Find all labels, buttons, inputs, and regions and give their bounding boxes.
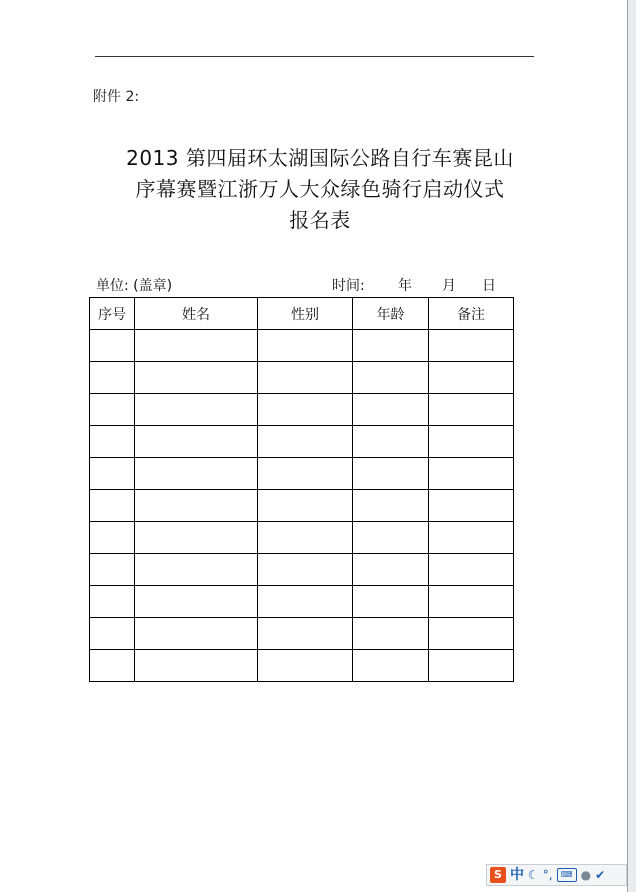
table-cell[interactable] xyxy=(90,330,135,362)
table-cell[interactable] xyxy=(90,458,135,490)
table-cell[interactable] xyxy=(429,362,514,394)
registration-table xyxy=(89,297,514,682)
table-cell[interactable] xyxy=(90,554,135,586)
table-row xyxy=(90,362,514,394)
table-cell[interactable] xyxy=(353,618,429,650)
table-row xyxy=(90,586,514,618)
date-labels xyxy=(332,275,496,295)
table-cell[interactable] xyxy=(90,490,135,522)
table-cell[interactable] xyxy=(90,618,135,650)
table-header-row xyxy=(90,298,514,330)
table-cell[interactable] xyxy=(429,426,514,458)
table-cell[interactable] xyxy=(353,330,429,362)
table-cell[interactable] xyxy=(135,586,258,618)
table-cell[interactable] xyxy=(429,522,514,554)
moon-halfwidth-icon[interactable]: ☾ xyxy=(528,868,539,882)
window-right-edge xyxy=(627,0,636,892)
table-cell[interactable] xyxy=(429,586,514,618)
table-cell[interactable] xyxy=(135,490,258,522)
table-cell[interactable] xyxy=(90,650,135,682)
table-cell[interactable] xyxy=(258,490,353,522)
table-cell[interactable] xyxy=(353,650,429,682)
table-cell[interactable] xyxy=(353,522,429,554)
table-row xyxy=(90,618,514,650)
table-cell[interactable] xyxy=(258,522,353,554)
table-row xyxy=(90,394,514,426)
sogou-ime-icon[interactable]: S xyxy=(490,867,506,883)
chinese-mode-icon[interactable]: 中 xyxy=(510,867,524,883)
table-cell[interactable] xyxy=(429,458,514,490)
table-cell[interactable] xyxy=(90,426,135,458)
header-rule xyxy=(95,56,534,57)
title-line-2: 序幕赛暨江浙万人大众绿色骑行启动仪式 xyxy=(135,177,505,201)
table-cell[interactable] xyxy=(353,554,429,586)
table-cell[interactable] xyxy=(135,522,258,554)
header-age: 年龄 xyxy=(353,298,429,330)
date-month-label: 月 xyxy=(442,278,456,294)
table-cell[interactable] xyxy=(429,618,514,650)
table-cell[interactable] xyxy=(258,650,353,682)
table-row xyxy=(90,650,514,682)
table-cell[interactable] xyxy=(135,618,258,650)
header-notes: 备注 xyxy=(429,298,514,330)
table-cell[interactable] xyxy=(135,458,258,490)
table-row xyxy=(90,554,514,586)
table-cell[interactable] xyxy=(429,490,514,522)
table-cell[interactable] xyxy=(258,362,353,394)
header-gender: 性别 xyxy=(258,298,353,330)
table-cell[interactable] xyxy=(258,458,353,490)
table-cell[interactable] xyxy=(135,362,258,394)
header-serial: 序号 xyxy=(90,298,135,330)
table-cell[interactable] xyxy=(353,586,429,618)
table-cell[interactable] xyxy=(135,394,258,426)
table-cell[interactable] xyxy=(353,458,429,490)
table-cell[interactable] xyxy=(429,650,514,682)
table-cell[interactable] xyxy=(90,394,135,426)
table-cell[interactable] xyxy=(353,362,429,394)
punctuation-icon[interactable]: °, xyxy=(542,868,553,882)
table-row xyxy=(90,490,514,522)
table-cell[interactable] xyxy=(429,330,514,362)
table-cell[interactable] xyxy=(258,586,353,618)
table-cell[interactable] xyxy=(429,554,514,586)
wrench-icon[interactable]: ✔ xyxy=(595,868,606,882)
table-row xyxy=(90,458,514,490)
table-row xyxy=(90,330,514,362)
header-name: 姓名 xyxy=(135,298,258,330)
table-cell[interactable] xyxy=(135,426,258,458)
table-cell[interactable] xyxy=(258,618,353,650)
table-cell[interactable] xyxy=(429,394,514,426)
table-cell[interactable] xyxy=(258,394,353,426)
table-cell[interactable] xyxy=(258,330,353,362)
date-time-label: 时间: xyxy=(332,278,365,294)
table-body xyxy=(90,330,514,682)
table-cell[interactable] xyxy=(353,490,429,522)
title-line-1: 2013 第四届环太湖国际公路自行车赛昆山 xyxy=(126,146,514,170)
table-cell[interactable] xyxy=(258,426,353,458)
table-row xyxy=(90,522,514,554)
keyboard-icon[interactable]: ⌨ xyxy=(557,868,577,882)
table-cell[interactable] xyxy=(90,522,135,554)
table-cell[interactable] xyxy=(135,554,258,586)
table-cell[interactable] xyxy=(258,554,353,586)
table-cell[interactable] xyxy=(90,362,135,394)
date-day-label: 日 xyxy=(482,278,496,294)
table-cell[interactable] xyxy=(353,426,429,458)
user-icon[interactable]: ● xyxy=(580,868,592,882)
table-cell[interactable] xyxy=(135,330,258,362)
unit-label: 单位: (盖章) xyxy=(96,278,173,294)
table-row xyxy=(90,426,514,458)
attachment-label: 附件 2: xyxy=(93,89,140,105)
ime-toolbar[interactable] xyxy=(486,864,627,886)
table-cell[interactable] xyxy=(135,650,258,682)
table-cell[interactable] xyxy=(90,586,135,618)
date-year-label: 年 xyxy=(398,278,412,294)
table-cell[interactable] xyxy=(353,394,429,426)
title-line-3: 报名表 xyxy=(289,208,351,232)
